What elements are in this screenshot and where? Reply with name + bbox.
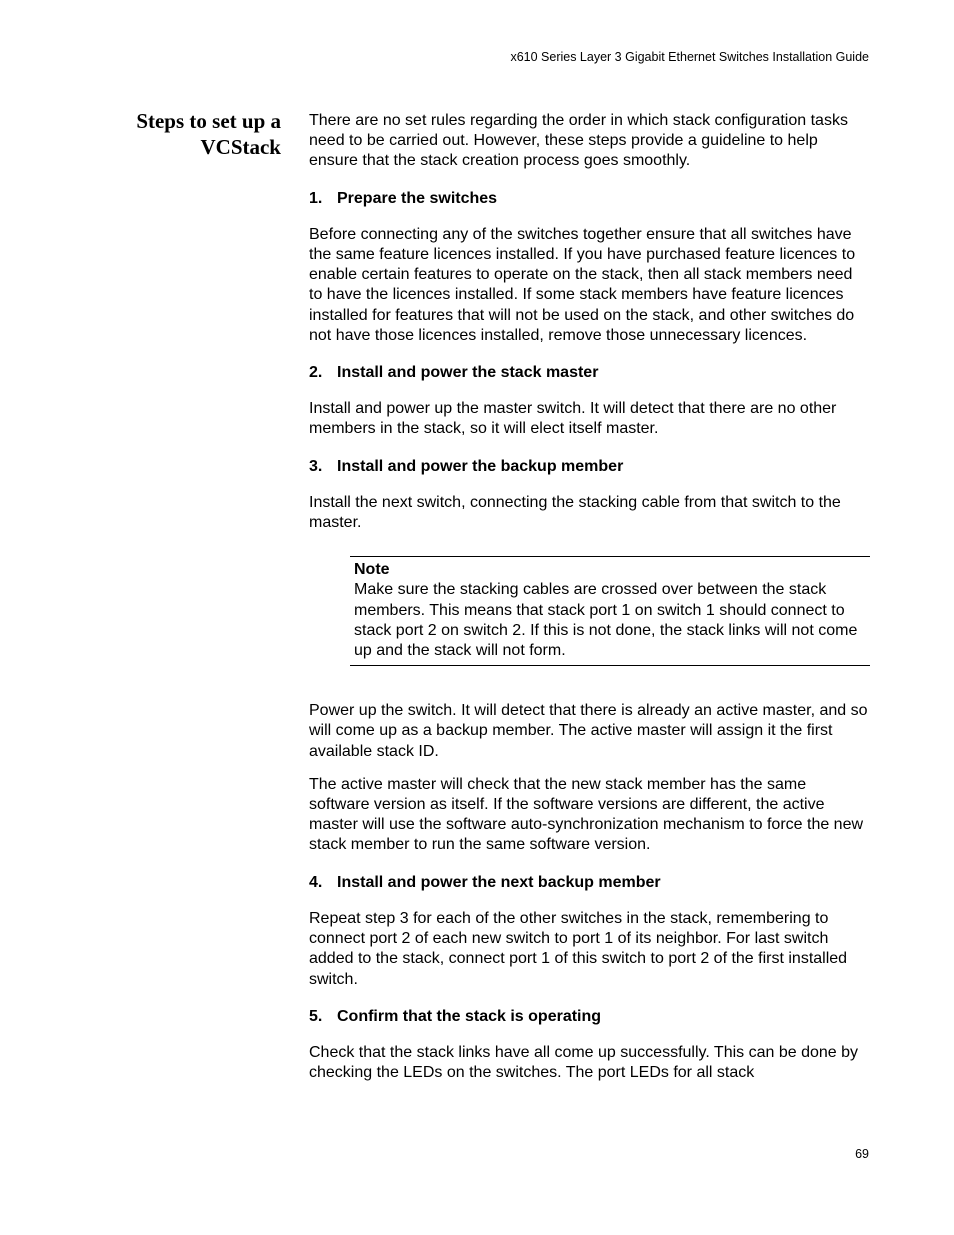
step-5-title <box>309 1007 870 1027</box>
main-content <box>309 111 870 1083</box>
step-5-number: 5. <box>309 1007 323 1025</box>
step-5-body: Check that the stack links have all come up successfully. This can be done by checking the LEDs on the switches. The port LEDs for all stack <box>309 1043 859 1082</box>
section-heading-line1: Steps to set up a <box>136 109 281 133</box>
step-4-body: Repeat step 3 for each of the other switches in the stack, remembering to connect port 2 of each new switch to port 1 of its neighbor. For last switch added to the stack, connect port 1 of this switch to port 2 of the first installed switch. <box>309 909 848 988</box>
step-2-body: Install and power up the master switch. It will detect that there are no other members in the stack, so it will elect itself master. <box>309 400 837 438</box>
running-header: x610 Series Layer 3 Gigabit Ethernet Switches Installation Guide <box>510 50 869 64</box>
step-2-number: 2. <box>309 364 323 382</box>
step-4-number: 4. <box>309 873 323 891</box>
step-3-title <box>309 457 870 477</box>
intro-paragraph: There are no set rules regarding the order in which stack configuration tasks need to be carried out. However, these steps provide a guideline to help ensure that the stack creation process goes smoothly. <box>309 112 848 170</box>
step-1-title <box>309 189 870 209</box>
step-5-title-text: Confirm that the stack is operating <box>337 1007 602 1025</box>
step-3-body-after-note-2: The active master will check that the new stack member has the same software version as itself. If the software versions are different, the active master will use the software auto-synchronization mechanism to force the new stack member to run the same software version. <box>309 775 864 854</box>
step-2-title-text: Install and power the stack master <box>337 364 599 382</box>
step-4-title <box>309 873 870 893</box>
step-1-title-text: Prepare the switches <box>337 189 498 207</box>
note-text: Make sure the stacking cables are crossed over between the stack members. This means that stack port 1 on switch 1 should connect to stack port 2 on switch 2. If this is not done, the stack links will not come up and the stack will not form. <box>354 581 858 660</box>
note-box <box>350 556 870 666</box>
step-2-title <box>309 363 870 383</box>
step-1-number: 1. <box>309 189 323 207</box>
note-label: Note <box>354 561 390 579</box>
step-1-body: Before connecting any of the switches together ensure that all switches have the same feature licences installed. If you have purchased feature licences to enable certain features to operate on the stack, then all stack members need to have the licences installed. If some stack members have feature licences installed for features that will not be used on the stack, and other switches do not have those licences installed, remove those unnecessary licences. <box>309 225 856 344</box>
section-heading-line2: VCStack <box>200 135 281 159</box>
step-3-number: 3. <box>309 457 323 475</box>
step-3-title-text: Install and power the backup member <box>337 457 624 475</box>
step-3-body: Install the next switch, connecting the stacking cable from that switch to the master. <box>309 493 841 532</box>
step-4-title-text: Install and power the next backup member <box>337 873 661 891</box>
step-3-body-after-note-1: Power up the switch. It will detect that there is already an active master, and so will come up as a backup member. The active master will assign it the first available stack ID. <box>309 702 868 760</box>
page-number: 69 <box>855 1147 869 1161</box>
section-heading <box>100 108 281 160</box>
